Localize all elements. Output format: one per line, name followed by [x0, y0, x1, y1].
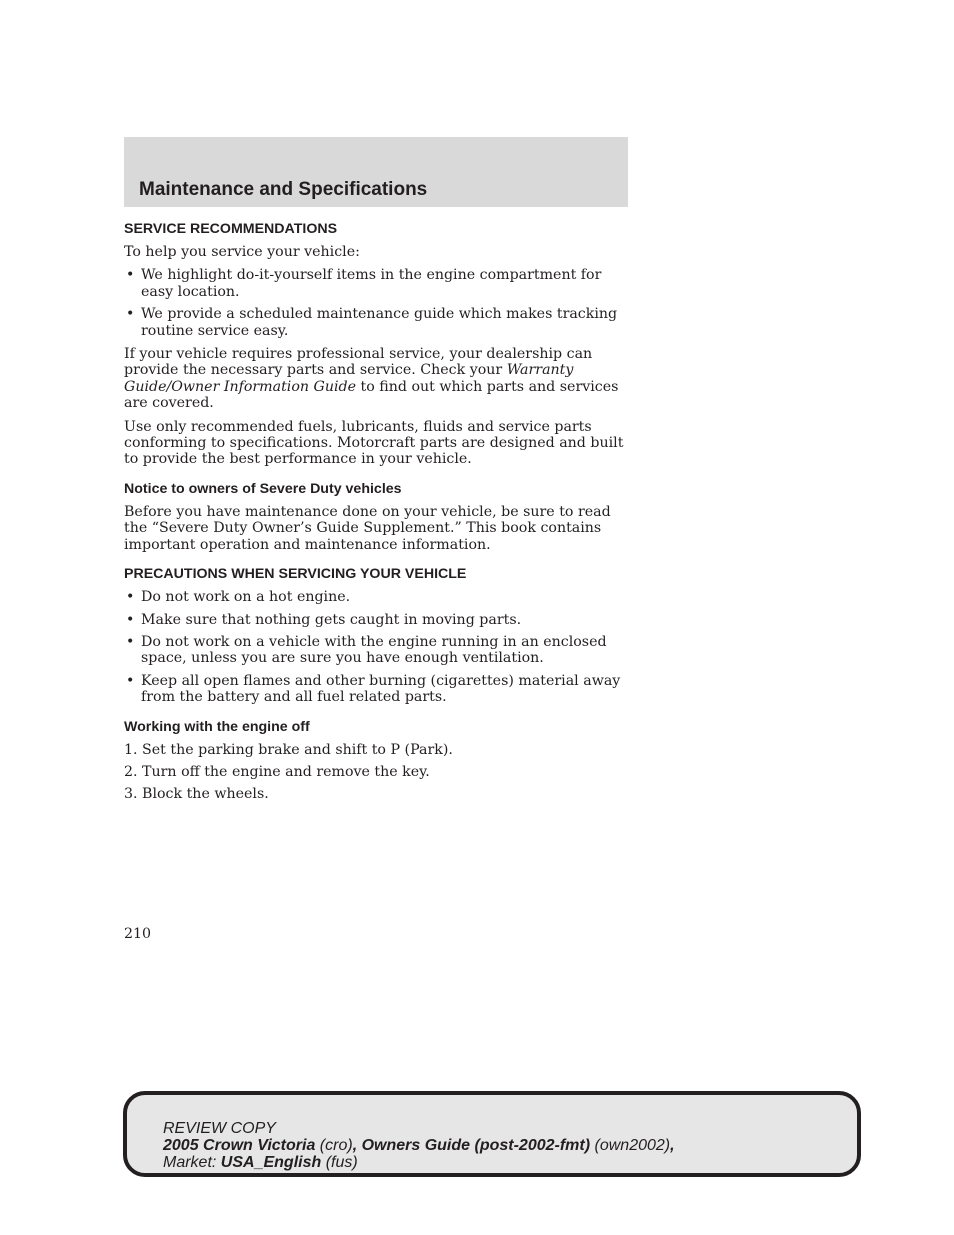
review-copy-text	[163, 1120, 675, 1171]
list-item: 1. Set the parking brake and shift to P (Park).	[124, 741, 453, 758]
text-span: to find out which parts and services are covered.	[124, 378, 619, 412]
heading-severe-duty: Notice to owners of Severe Duty vehicles	[124, 480, 402, 497]
review-separator: ,	[670, 1137, 675, 1154]
service-intro: To help you service your vehicle:	[124, 244, 360, 260]
review-guide: Owners Guide (post-2002-fmt)	[361, 1137, 591, 1154]
review-market-code: (fus)	[321, 1154, 358, 1171]
page-content	[124, 220, 624, 810]
review-model: 2005 Crown Victoria	[163, 1137, 316, 1154]
section-header-band	[124, 137, 628, 207]
list-item: • Do not work on a hot engine.	[124, 589, 624, 605]
list-item: 3. Block the wheels.	[124, 786, 269, 803]
service-bullet-list	[124, 267, 624, 339]
list-item: 2. Turn off the engine and remove the key.	[124, 763, 430, 780]
page-number: 210	[124, 926, 152, 942]
review-copy-label: REVIEW COPY	[163, 1120, 276, 1137]
review-guide-code: (own2002)	[590, 1137, 671, 1154]
warranty-guide-reference: Warranty Guide/Owner Information Guide	[124, 362, 574, 395]
precautions-bullet-list	[124, 589, 624, 705]
list-item: • We provide a scheduled maintenance guide which makes tracking routine service easy.	[124, 306, 624, 339]
review-market-label: Market:	[163, 1154, 221, 1171]
review-separator: ,	[352, 1137, 362, 1154]
service-paragraph-1	[124, 346, 624, 412]
review-model-code: (cro)	[315, 1137, 353, 1154]
page-title: Maintenance and Specifications	[139, 179, 428, 200]
heading-service-recommendations: SERVICE RECOMMENDATIONS	[124, 221, 338, 237]
list-item: • We highlight do-it-yourself items in the engine compartment for easy location.	[124, 267, 624, 300]
service-paragraph-2: Use only recommended fuels, lubricants, fluids and service parts conforming to specifications. Motorcraft parts are designed and built to provide the best performance in your vehicle.	[124, 418, 624, 468]
review-market: USA_English	[220, 1154, 322, 1171]
severe-duty-paragraph: Before you have maintenance done on your vehicle, be sure to read the “Severe Duty Owner’s Guide Supplement.” This book contains important operation and maintenance information.	[124, 503, 611, 553]
list-item: • Make sure that nothing gets caught in moving parts.	[124, 612, 624, 628]
review-document-line	[163, 1137, 675, 1154]
heading-precautions: PRECAUTIONS WHEN SERVICING YOUR VEHICLE	[124, 566, 467, 583]
review-market-line	[163, 1154, 675, 1171]
list-item: • Keep all open flames and other burning (cigarettes) material away from the battery and all fuel related parts.	[124, 673, 624, 706]
review-copy-box	[123, 1091, 861, 1177]
text-span: If your vehicle requires professional service, your dealership can provide the necessary parts and service. Check your	[124, 346, 593, 379]
list-item: • Do not work on a vehicle with the engine running in an enclosed space, unless you are sure you have enough ventilation.	[124, 634, 624, 667]
engine-off-steps	[124, 742, 624, 803]
heading-engine-off: Working with the engine off	[124, 718, 310, 735]
